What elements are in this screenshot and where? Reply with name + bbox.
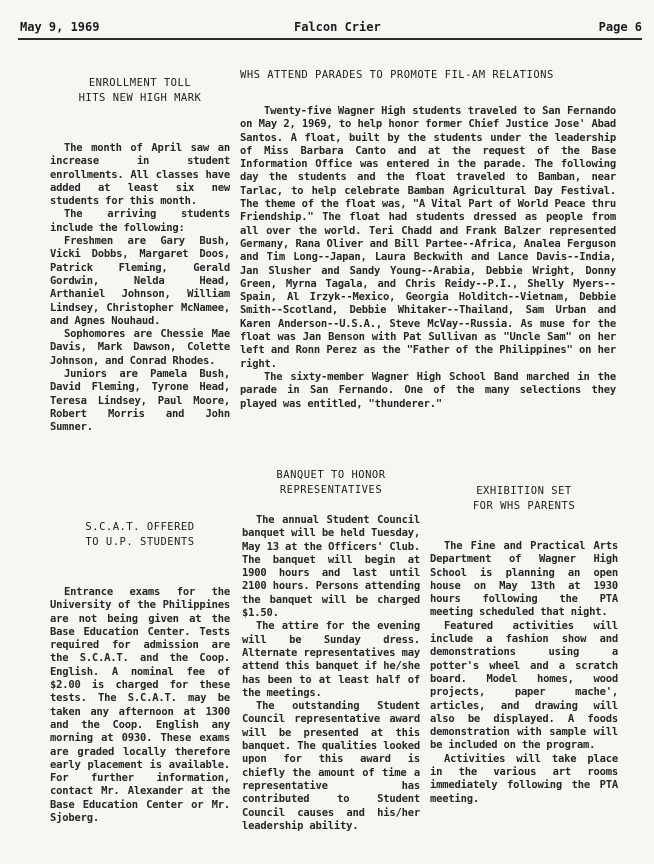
story-paragraph: The annual Student Council banquet will be held Tuesday, May 13 at the Officers' Club. The banquet will begin at 1900 hours and last until 2100 hours. Persons attending the banquet will be charged $1.50. — [242, 514, 420, 620]
story-paragraph: Twenty-five Wagner High students traveled to San Fernando on May 2, 1969, to help honor former Chief Justice Jose' Abad Santos. A float, built by the students under the leadership of Miss Barbara Canto and at the request of the Base Information Office was entered in the parade. The following day the students and the float traveled to Bamban, near Tarlac, to help celebrate Bamban Agricultural Day Festival. The theme of the float was, "A Vital Part of World Peace thru Friendship." The float had students dressed as people from all over the world. Teri Chadd and Frank Balzer represented Germany, Rana Oliver and Bill Partee--Africa, Analea Ferguson and Tim Long--Japan, Laura Beckwith and Lance Davis--India, Jan Slusher and Sandy Young--Arabia, Debbie Wright, Donny Green, Myrna Tagala, and Chris Reidy--P.I., Shelly Myers--Spain, Al Irzyk--Mexico, Georgia Holditch--Vietnam, Debbie Smith--Scotland, Debbie Whitaker--Thailand, Sam Urban and Karen Anderson--U.S.A., Steve McVay--Russia. As muse for the float was Jan Benson with Pat Sullivan as "Uncle Sam" on her left and Ronn Perez as the "Father of the Philippines" on her right. — [240, 105, 616, 370]
story-paragraph: The arriving students include the following: — [50, 208, 230, 234]
story-paragraph: Sophomores are Chessie Mae Davis, Mark Dawson, Colette Johnson, and Conrad Rhodes. — [50, 328, 230, 367]
story-exhibition — [430, 484, 618, 806]
story-paragraph: Entrance exams for the University of the Philippines are not being given at the Base Education Center. Tests required for admission are the S.C.A.T. and the Coop. English. A nominal fee of $2.00 is charged for these tests. The S.C.A.T. may be taken any afternoon at 1300 and the Coop. English any morning at 0930. These exams are graded locally therefore early placement is available. For further information, contact Mr. Alexander at the Base Education Center or Mr. Sjoberg. — [50, 586, 230, 825]
story-paragraph: The month of April saw an increase in student enrollments. All classes have added at least six new students for this month. — [50, 142, 230, 208]
story-paragraph: The Fine and Practical Arts Department of Wagner High School is planning an open house on May 13th at 1930 hours following the PTA meeting scheduled that night. — [430, 540, 618, 619]
story-paragraph: Activities will take place in the various art rooms immediately following the PTA meeting. — [430, 752, 618, 805]
story-headline: S.C.A.T. OFFERED TO U.P. STUDENTS — [85, 521, 195, 548]
story-banquet — [242, 468, 420, 833]
story-paragraph: The attire for the evening will be Sunday dress. Alternate representatives may attend this banquet if he/she has been to at least half of the meetings. — [242, 620, 420, 699]
story-headline: EXHIBITION SET FOR WHS PARENTS — [472, 485, 576, 512]
story-enrollment — [50, 76, 230, 435]
story-parade — [240, 68, 616, 411]
story-paragraph: Featured activities will include a fashion show and demonstrations using a potter's wheel and a scratch board. Model homes, wood projects, paper mache', articles, and drawing will also be displayed. A foods demonstration with sample will be included on the program. — [430, 619, 618, 752]
story-paragraph: Juniors are Pamela Bush, David Fleming, Tyrone Head, Teresa Lindsey, Paul Moore, Robert Morris and John Sumner. — [50, 368, 230, 434]
story-paragraph: The sixty-member Wagner High School Band marched in the parade in San Fernando. One of the many selections they played was entitled, "thunderer." — [240, 370, 616, 410]
masthead — [18, 20, 642, 38]
masthead-rule — [18, 38, 642, 40]
story-paragraph: Freshmen are Gary Bush, Vicki Dobbs, Margaret Doos, Patrick Fleming, Gerald Gordwin, Nelda Head, Arthaniel Johnson, William Lindsey, Christopher McNamee, and Agnes Nouhaud. — [50, 235, 230, 327]
story-paragraph: The outstanding Student Council representative award will be presented at this banquet. The qualities looked upon for this award is chiefly the amount of time a representative has contributed to Student Council causes and his/her leadership ability. — [242, 700, 420, 832]
page-number: Page 6 — [598, 20, 642, 34]
issue-date: May 9, 1969 — [20, 20, 100, 34]
story-headline: ENROLLMENT TOLL HITS NEW HIGH MARK — [78, 77, 202, 104]
story-scat — [50, 520, 230, 825]
paper-name: Falcon Crier — [294, 20, 381, 34]
story-headline: BANQUET TO HONOR REPRESENTATIVES — [276, 469, 386, 496]
story-headline: WHS ATTEND PARADES TO PROMOTE FIL-AM RELATIONS — [240, 69, 554, 81]
